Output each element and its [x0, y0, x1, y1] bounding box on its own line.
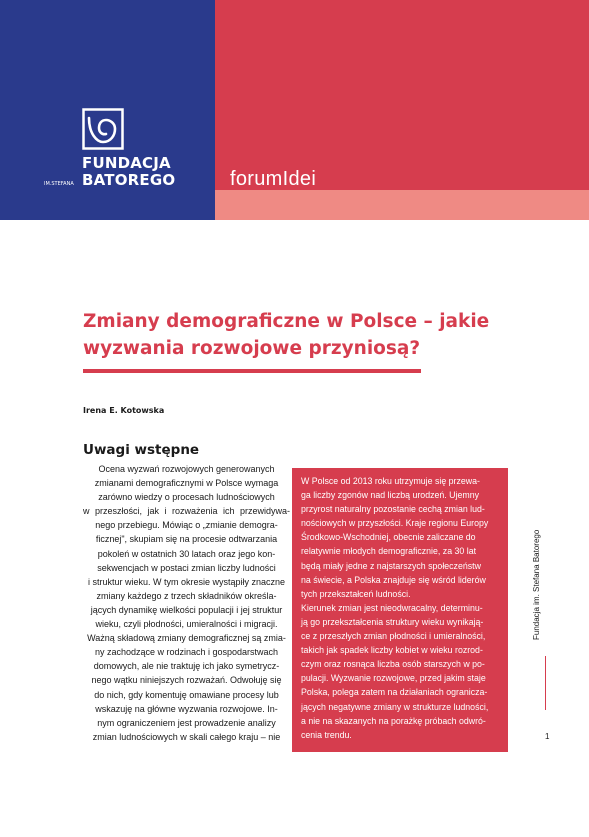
body-line: Ważną składową zmiany demograficznej są zmia- [87, 633, 286, 644]
foundation-logo-icon [82, 108, 124, 150]
body-line: ny zachodzące w rodzinach i gospodarstwach [94, 647, 279, 658]
header-pink-band [215, 190, 589, 220]
callout-line: Środkowo-Wschodniej, obecnie zaliczane do [301, 532, 476, 543]
body-line: sekwencjach w postaci zmian liczby ludności [97, 562, 276, 573]
body-line: nego wątku niniejszych rozważań. Odwołuję się [91, 675, 282, 686]
callout-line: ją go przekształcenia struktury wieku wynikają- [301, 616, 484, 627]
body-line: jących dynamikę wielkości populacji i jej struktur [90, 604, 283, 615]
body-line: wskazuję na główne wyzwania rozwojowe. In- [95, 703, 278, 714]
body-line: zmiany każdego z trzech składników określa- [96, 590, 277, 601]
body-line: i struktur wieku. W tym okresie wystąpiły znaczne [87, 576, 286, 587]
page-number: 1 [545, 732, 550, 741]
section-heading: Uwagi wstępne [83, 442, 200, 458]
body-line: ficznej", skupiam się na procesie odtwarzania [95, 534, 278, 545]
body-line: nego przebiegu. Mówiąc o „zmianie demogra- [95, 520, 278, 531]
callout-line: na świecie, a Polska znajduje się wśród liderów [301, 574, 486, 585]
foundation-logo [44, 108, 204, 198]
body-line: zarówno wiedzy o procesach ludnościowych [98, 492, 275, 503]
body-line: do nich, gdy komentuję omawiane procesy lub [94, 689, 279, 700]
callout-line: relatywnie młodych demograficznie, za 30 lat [301, 546, 477, 557]
body-line: domowych, ale nie traktuję ich jako symetrycz- [93, 661, 280, 672]
callout-line: będą miały jedne z najstarszych społeczeństw [301, 560, 481, 571]
callout-line: cenia trendu. [301, 729, 352, 740]
callout-line: a nie na skazanych na porażkę próbach odwró- [301, 715, 486, 726]
callout-line: takich jak spadek liczby kobiet w wieku rozrod- [301, 645, 483, 656]
body-line: zmian ludnościowych w skali całego kraju – nie [92, 731, 281, 742]
callout-line: czym oraz rosnąca liczba osób starszych w po- [301, 659, 485, 670]
sidebar-rule [545, 656, 546, 710]
callout-line: ce z przeszłych zmian płodności i umieralności, [301, 631, 486, 642]
callout-line: Polska, polega zatem na działaniach ogranicza- [301, 687, 488, 698]
article-title [83, 308, 523, 362]
callout-line: jących negatywne zmiany w strukturze ludności, [301, 701, 489, 712]
body-line: zmianami demograficznymi w Polsce wymaga [94, 478, 279, 489]
series-name: forumIdei [230, 168, 317, 190]
article-title-line-2: wyzwania rozwojowe przyniosą? [83, 338, 421, 359]
body-line: Ocena wyzwań rozwojowych generowanych [98, 464, 275, 474]
sidebar-foundation-name: Fundacja im. Stefana Batorego [532, 529, 541, 640]
author-name: Irena E. Kotowska [83, 406, 165, 415]
callout-line: pulacji. Wyzwanie rozwojowe, przed jakim staje [301, 673, 486, 684]
callout-line: nościowych w przyszłości. Kraje regionu Europy [301, 518, 489, 529]
article-title-line-1: Zmiany demograficzne w Polsce – jakie [83, 311, 490, 332]
logo-text-im-stefana: IM.STEFANA [44, 181, 74, 187]
body-line: nym ograniczeniem jest prowadzenie analizy [97, 717, 276, 728]
callout-line: przyrost naturalny pozostanie cechą zmian lud- [301, 504, 485, 515]
callout-line: Kierunek zmian jest nieodwracalny, determinu- [301, 602, 483, 613]
callout-line: W Polsce od 2013 roku utrzymuje się przewa- [301, 476, 480, 486]
title-underline [83, 369, 421, 373]
callout-line: tych przekształceń ludności. [301, 588, 411, 599]
body-line: pokoleń w ostatnich 30 latach oraz jego kon- [97, 548, 276, 559]
callout-line: ga liczby zgonów nad liczbą urodzeń. Ujemny [301, 490, 479, 501]
logo-text-batorego: BATOREGO [82, 171, 176, 189]
body-text-column [83, 462, 290, 744]
logo-text-fundacja: FUNDACJA [82, 154, 171, 172]
body-line: wieku, czyli płodności, umieralności i migracji. [95, 619, 278, 630]
callout-box [292, 468, 508, 752]
header-red-block [215, 0, 589, 190]
body-line: w przeszłości, jak i rozważenia ich przewidywa- [83, 506, 290, 517]
